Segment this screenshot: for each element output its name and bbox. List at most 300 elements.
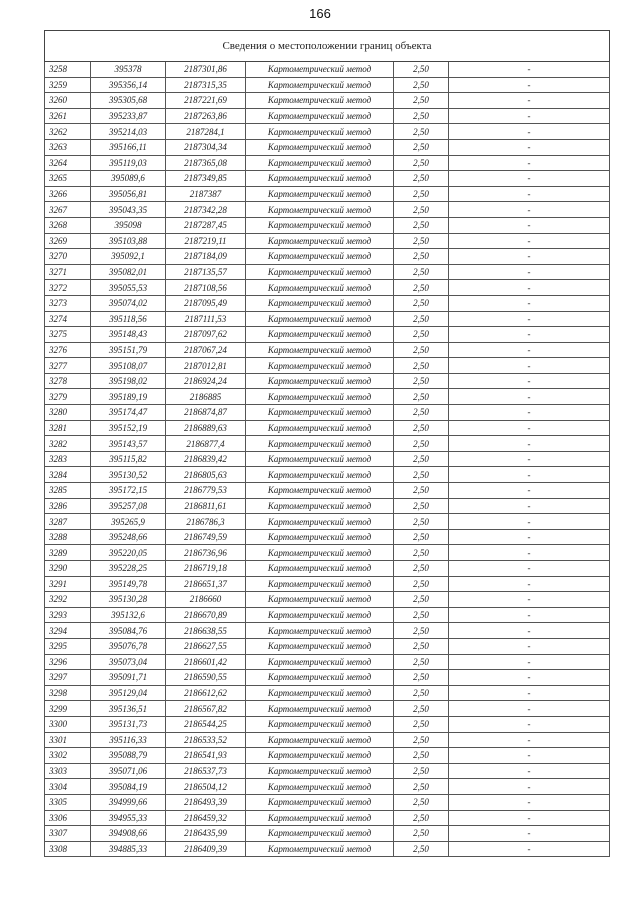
table-row xyxy=(45,498,610,514)
table-caption: Сведения о местоположении границ объекта xyxy=(45,31,610,62)
y-coordinate-cell: 2187387 xyxy=(166,186,246,202)
method-cell: Картометрический метод xyxy=(246,623,394,639)
table-row xyxy=(45,576,610,592)
description-cell: - xyxy=(449,716,610,732)
table-row xyxy=(45,451,610,467)
description-cell: - xyxy=(449,467,610,483)
table-row xyxy=(45,483,610,499)
point-number-cell: 3266 xyxy=(45,186,91,202)
y-coordinate-cell: 2187067,24 xyxy=(166,342,246,358)
description-cell: - xyxy=(449,373,610,389)
x-coordinate-cell: 395071,06 xyxy=(91,763,166,779)
point-number-cell: 3281 xyxy=(45,420,91,436)
y-coordinate-cell: 2187184,09 xyxy=(166,249,246,265)
x-coordinate-cell: 395189,19 xyxy=(91,389,166,405)
table-row xyxy=(45,311,610,327)
method-cell: Картометрический метод xyxy=(246,514,394,530)
accuracy-cell: 2,50 xyxy=(394,139,449,155)
point-number-cell: 3258 xyxy=(45,62,91,78)
point-number-cell: 3289 xyxy=(45,545,91,561)
x-coordinate-cell: 395103,88 xyxy=(91,233,166,249)
accuracy-cell: 2,50 xyxy=(394,295,449,311)
y-coordinate-cell: 2186805,63 xyxy=(166,467,246,483)
point-number-cell: 3296 xyxy=(45,654,91,670)
x-coordinate-cell: 395378 xyxy=(91,62,166,78)
table-row xyxy=(45,108,610,124)
description-cell: - xyxy=(449,93,610,109)
method-cell: Картометрический метод xyxy=(246,716,394,732)
method-cell: Картометрический метод xyxy=(246,483,394,499)
point-number-cell: 3260 xyxy=(45,93,91,109)
description-cell: - xyxy=(449,77,610,93)
method-cell: Картометрический метод xyxy=(246,732,394,748)
description-cell: - xyxy=(449,358,610,374)
x-coordinate-cell: 395130,28 xyxy=(91,592,166,608)
method-cell: Картометрический метод xyxy=(246,794,394,810)
point-number-cell: 3275 xyxy=(45,327,91,343)
y-coordinate-cell: 2187284,1 xyxy=(166,124,246,140)
x-coordinate-cell: 395056,81 xyxy=(91,186,166,202)
table-row xyxy=(45,701,610,717)
table-row xyxy=(45,405,610,421)
description-cell: - xyxy=(449,264,610,280)
point-number-cell: 3285 xyxy=(45,483,91,499)
accuracy-cell: 2,50 xyxy=(394,249,449,265)
y-coordinate-cell: 2186504,12 xyxy=(166,779,246,795)
table-row xyxy=(45,514,610,530)
point-number-cell: 3282 xyxy=(45,436,91,452)
point-number-cell: 3291 xyxy=(45,576,91,592)
x-coordinate-cell: 394999,66 xyxy=(91,794,166,810)
y-coordinate-cell: 2187304,34 xyxy=(166,139,246,155)
accuracy-cell: 2,50 xyxy=(394,545,449,561)
accuracy-cell: 2,50 xyxy=(394,405,449,421)
x-coordinate-cell: 395118,56 xyxy=(91,311,166,327)
x-coordinate-cell: 395265,9 xyxy=(91,514,166,530)
description-cell: - xyxy=(449,155,610,171)
table-row xyxy=(45,716,610,732)
table-row xyxy=(45,529,610,545)
point-number-cell: 3287 xyxy=(45,514,91,530)
point-number-cell: 3276 xyxy=(45,342,91,358)
y-coordinate-cell: 2187349,85 xyxy=(166,171,246,187)
table-row xyxy=(45,670,610,686)
accuracy-cell: 2,50 xyxy=(394,607,449,623)
method-cell: Картометрический метод xyxy=(246,373,394,389)
y-coordinate-cell: 2186651,37 xyxy=(166,576,246,592)
y-coordinate-cell: 2187097,62 xyxy=(166,327,246,343)
y-coordinate-cell: 2186924,24 xyxy=(166,373,246,389)
table-row xyxy=(45,93,610,109)
y-coordinate-cell: 2186874,87 xyxy=(166,405,246,421)
method-cell: Картометрический метод xyxy=(246,420,394,436)
method-cell: Картометрический метод xyxy=(246,233,394,249)
accuracy-cell: 2,50 xyxy=(394,467,449,483)
accuracy-cell: 2,50 xyxy=(394,280,449,296)
method-cell: Картометрический метод xyxy=(246,701,394,717)
accuracy-cell: 2,50 xyxy=(394,327,449,343)
table-row xyxy=(45,171,610,187)
table-row xyxy=(45,342,610,358)
x-coordinate-cell: 395055,53 xyxy=(91,280,166,296)
x-coordinate-cell: 395129,04 xyxy=(91,685,166,701)
description-cell: - xyxy=(449,576,610,592)
method-cell: Картометрический метод xyxy=(246,77,394,93)
accuracy-cell: 2,50 xyxy=(394,342,449,358)
y-coordinate-cell: 2187012,81 xyxy=(166,358,246,374)
point-number-cell: 3279 xyxy=(45,389,91,405)
x-coordinate-cell: 395220,05 xyxy=(91,545,166,561)
point-number-cell: 3307 xyxy=(45,826,91,842)
description-cell: - xyxy=(449,763,610,779)
point-number-cell: 3274 xyxy=(45,311,91,327)
accuracy-cell: 2,50 xyxy=(394,623,449,639)
table-row xyxy=(45,373,610,389)
accuracy-cell: 2,50 xyxy=(394,701,449,717)
y-coordinate-cell: 2186885 xyxy=(166,389,246,405)
description-cell: - xyxy=(449,654,610,670)
point-number-cell: 3267 xyxy=(45,202,91,218)
point-number-cell: 3269 xyxy=(45,233,91,249)
description-cell: - xyxy=(449,171,610,187)
method-cell: Картометрический метод xyxy=(246,342,394,358)
method-cell: Картометрический метод xyxy=(246,826,394,842)
table-row xyxy=(45,779,610,795)
x-coordinate-cell: 395132,6 xyxy=(91,607,166,623)
method-cell: Картометрический метод xyxy=(246,638,394,654)
method-cell: Картометрический метод xyxy=(246,545,394,561)
method-cell: Картометрический метод xyxy=(246,124,394,140)
table-row xyxy=(45,826,610,842)
y-coordinate-cell: 2187095,49 xyxy=(166,295,246,311)
y-coordinate-cell: 2186670,89 xyxy=(166,607,246,623)
y-coordinate-cell: 2186736,96 xyxy=(166,545,246,561)
table-row xyxy=(45,295,610,311)
method-cell: Картометрический метод xyxy=(246,108,394,124)
x-coordinate-cell: 395148,43 xyxy=(91,327,166,343)
description-cell: - xyxy=(449,607,610,623)
table-row xyxy=(45,233,610,249)
description-cell: - xyxy=(449,810,610,826)
accuracy-cell: 2,50 xyxy=(394,264,449,280)
x-coordinate-cell: 395130,52 xyxy=(91,467,166,483)
point-number-cell: 3283 xyxy=(45,451,91,467)
accuracy-cell: 2,50 xyxy=(394,420,449,436)
accuracy-cell: 2,50 xyxy=(394,670,449,686)
method-cell: Картометрический метод xyxy=(246,186,394,202)
method-cell: Картометрический метод xyxy=(246,498,394,514)
y-coordinate-cell: 2186590,55 xyxy=(166,670,246,686)
accuracy-cell: 2,50 xyxy=(394,108,449,124)
point-number-cell: 3293 xyxy=(45,607,91,623)
table-row xyxy=(45,124,610,140)
description-cell: - xyxy=(449,280,610,296)
point-number-cell: 3298 xyxy=(45,685,91,701)
point-number-cell: 3286 xyxy=(45,498,91,514)
table-row xyxy=(45,654,610,670)
accuracy-cell: 2,50 xyxy=(394,685,449,701)
table-row xyxy=(45,155,610,171)
y-coordinate-cell: 2186660 xyxy=(166,592,246,608)
method-cell: Картометрический метод xyxy=(246,529,394,545)
method-cell: Картометрический метод xyxy=(246,171,394,187)
point-number-cell: 3301 xyxy=(45,732,91,748)
point-number-cell: 3280 xyxy=(45,405,91,421)
x-coordinate-cell: 395257,08 xyxy=(91,498,166,514)
description-cell: - xyxy=(449,592,610,608)
x-coordinate-cell: 395074,02 xyxy=(91,295,166,311)
method-cell: Картометрический метод xyxy=(246,389,394,405)
table-row xyxy=(45,561,610,577)
accuracy-cell: 2,50 xyxy=(394,763,449,779)
table-row xyxy=(45,607,610,623)
method-cell: Картометрический метод xyxy=(246,779,394,795)
method-cell: Картометрический метод xyxy=(246,841,394,857)
description-cell: - xyxy=(449,295,610,311)
accuracy-cell: 2,50 xyxy=(394,62,449,78)
accuracy-cell: 2,50 xyxy=(394,561,449,577)
table-row xyxy=(45,794,610,810)
accuracy-cell: 2,50 xyxy=(394,748,449,764)
description-cell: - xyxy=(449,124,610,140)
accuracy-cell: 2,50 xyxy=(394,233,449,249)
x-coordinate-cell: 395098 xyxy=(91,217,166,233)
description-cell: - xyxy=(449,389,610,405)
accuracy-cell: 2,50 xyxy=(394,716,449,732)
y-coordinate-cell: 2186567,82 xyxy=(166,701,246,717)
accuracy-cell: 2,50 xyxy=(394,514,449,530)
x-coordinate-cell: 395356,14 xyxy=(91,77,166,93)
table-row xyxy=(45,748,610,764)
y-coordinate-cell: 2186811,61 xyxy=(166,498,246,514)
x-coordinate-cell: 395136,51 xyxy=(91,701,166,717)
table-caption-row xyxy=(45,31,610,62)
y-coordinate-cell: 2186409,39 xyxy=(166,841,246,857)
point-number-cell: 3300 xyxy=(45,716,91,732)
table-body xyxy=(45,62,610,857)
table-row xyxy=(45,420,610,436)
description-cell: - xyxy=(449,108,610,124)
description-cell: - xyxy=(449,62,610,78)
point-number-cell: 3271 xyxy=(45,264,91,280)
description-cell: - xyxy=(449,841,610,857)
method-cell: Картометрический метод xyxy=(246,810,394,826)
table-row xyxy=(45,186,610,202)
accuracy-cell: 2,50 xyxy=(394,358,449,374)
y-coordinate-cell: 2186541,93 xyxy=(166,748,246,764)
x-coordinate-cell: 395174,47 xyxy=(91,405,166,421)
boundary-table-container xyxy=(44,30,609,857)
x-coordinate-cell: 395088,79 xyxy=(91,748,166,764)
description-cell: - xyxy=(449,732,610,748)
y-coordinate-cell: 2187263,86 xyxy=(166,108,246,124)
table-row xyxy=(45,732,610,748)
table-row xyxy=(45,327,610,343)
description-cell: - xyxy=(449,794,610,810)
table-row xyxy=(45,685,610,701)
x-coordinate-cell: 395172,15 xyxy=(91,483,166,499)
x-coordinate-cell: 394955,33 xyxy=(91,810,166,826)
method-cell: Картометрический метод xyxy=(246,467,394,483)
y-coordinate-cell: 2186601,42 xyxy=(166,654,246,670)
accuracy-cell: 2,50 xyxy=(394,202,449,218)
method-cell: Картометрический метод xyxy=(246,685,394,701)
accuracy-cell: 2,50 xyxy=(394,483,449,499)
accuracy-cell: 2,50 xyxy=(394,794,449,810)
x-coordinate-cell: 395091,71 xyxy=(91,670,166,686)
table-row xyxy=(45,139,610,155)
y-coordinate-cell: 2187135,57 xyxy=(166,264,246,280)
method-cell: Картометрический метод xyxy=(246,748,394,764)
table-row xyxy=(45,638,610,654)
y-coordinate-cell: 2187219,11 xyxy=(166,233,246,249)
description-cell: - xyxy=(449,623,610,639)
method-cell: Картометрический метод xyxy=(246,62,394,78)
description-cell: - xyxy=(449,436,610,452)
table-row xyxy=(45,763,610,779)
point-number-cell: 3303 xyxy=(45,763,91,779)
x-coordinate-cell: 395082,01 xyxy=(91,264,166,280)
point-number-cell: 3295 xyxy=(45,638,91,654)
point-number-cell: 3265 xyxy=(45,171,91,187)
point-number-cell: 3284 xyxy=(45,467,91,483)
description-cell: - xyxy=(449,139,610,155)
method-cell: Картометрический метод xyxy=(246,264,394,280)
y-coordinate-cell: 2186612,62 xyxy=(166,685,246,701)
y-coordinate-cell: 2186459,32 xyxy=(166,810,246,826)
description-cell: - xyxy=(449,514,610,530)
point-number-cell: 3272 xyxy=(45,280,91,296)
x-coordinate-cell: 394885,33 xyxy=(91,841,166,857)
table-row xyxy=(45,77,610,93)
method-cell: Картометрический метод xyxy=(246,405,394,421)
accuracy-cell: 2,50 xyxy=(394,93,449,109)
x-coordinate-cell: 395131,73 xyxy=(91,716,166,732)
method-cell: Картометрический метод xyxy=(246,670,394,686)
x-coordinate-cell: 395233,87 xyxy=(91,108,166,124)
x-coordinate-cell: 395092,1 xyxy=(91,249,166,265)
point-number-cell: 3299 xyxy=(45,701,91,717)
x-coordinate-cell: 395228,25 xyxy=(91,561,166,577)
table-row xyxy=(45,358,610,374)
description-cell: - xyxy=(449,498,610,514)
accuracy-cell: 2,50 xyxy=(394,732,449,748)
y-coordinate-cell: 2186749,59 xyxy=(166,529,246,545)
x-coordinate-cell: 395143,57 xyxy=(91,436,166,452)
x-coordinate-cell: 395198,02 xyxy=(91,373,166,389)
accuracy-cell: 2,50 xyxy=(394,576,449,592)
x-coordinate-cell: 394908,66 xyxy=(91,826,166,842)
page-number: 166 xyxy=(309,6,331,21)
description-cell: - xyxy=(449,779,610,795)
y-coordinate-cell: 2186779,53 xyxy=(166,483,246,499)
y-coordinate-cell: 2187365,08 xyxy=(166,155,246,171)
x-coordinate-cell: 395115,82 xyxy=(91,451,166,467)
point-number-cell: 3261 xyxy=(45,108,91,124)
x-coordinate-cell: 395084,19 xyxy=(91,779,166,795)
accuracy-cell: 2,50 xyxy=(394,529,449,545)
description-cell: - xyxy=(449,638,610,654)
description-cell: - xyxy=(449,670,610,686)
method-cell: Картометрический метод xyxy=(246,280,394,296)
description-cell: - xyxy=(449,701,610,717)
accuracy-cell: 2,50 xyxy=(394,451,449,467)
y-coordinate-cell: 2186839,42 xyxy=(166,451,246,467)
x-coordinate-cell: 395073,04 xyxy=(91,654,166,670)
table-row xyxy=(45,389,610,405)
method-cell: Картометрический метод xyxy=(246,155,394,171)
method-cell: Картометрический метод xyxy=(246,592,394,608)
table-row xyxy=(45,623,610,639)
x-coordinate-cell: 395149,78 xyxy=(91,576,166,592)
x-coordinate-cell: 395151,79 xyxy=(91,342,166,358)
x-coordinate-cell: 395076,78 xyxy=(91,638,166,654)
table-row xyxy=(45,249,610,265)
y-coordinate-cell: 2186544,25 xyxy=(166,716,246,732)
description-cell: - xyxy=(449,186,610,202)
point-number-cell: 3290 xyxy=(45,561,91,577)
point-number-cell: 3304 xyxy=(45,779,91,795)
point-number-cell: 3277 xyxy=(45,358,91,374)
y-coordinate-cell: 2187221,69 xyxy=(166,93,246,109)
x-coordinate-cell: 395119,03 xyxy=(91,155,166,171)
description-cell: - xyxy=(449,561,610,577)
description-cell: - xyxy=(449,826,610,842)
description-cell: - xyxy=(449,451,610,467)
x-coordinate-cell: 395084,76 xyxy=(91,623,166,639)
accuracy-cell: 2,50 xyxy=(394,124,449,140)
method-cell: Картометрический метод xyxy=(246,576,394,592)
method-cell: Картометрический метод xyxy=(246,295,394,311)
description-cell: - xyxy=(449,311,610,327)
point-number-cell: 3262 xyxy=(45,124,91,140)
method-cell: Картометрический метод xyxy=(246,436,394,452)
table-row xyxy=(45,841,610,857)
accuracy-cell: 2,50 xyxy=(394,779,449,795)
description-cell: - xyxy=(449,405,610,421)
point-number-cell: 3273 xyxy=(45,295,91,311)
description-cell: - xyxy=(449,483,610,499)
table-row xyxy=(45,202,610,218)
description-cell: - xyxy=(449,685,610,701)
table-row xyxy=(45,264,610,280)
point-number-cell: 3308 xyxy=(45,841,91,857)
y-coordinate-cell: 2186719,18 xyxy=(166,561,246,577)
description-cell: - xyxy=(449,342,610,358)
method-cell: Картометрический метод xyxy=(246,311,394,327)
accuracy-cell: 2,50 xyxy=(394,373,449,389)
method-cell: Картометрический метод xyxy=(246,93,394,109)
accuracy-cell: 2,50 xyxy=(394,841,449,857)
y-coordinate-cell: 2187108,56 xyxy=(166,280,246,296)
table-row xyxy=(45,545,610,561)
table-row xyxy=(45,467,610,483)
accuracy-cell: 2,50 xyxy=(394,592,449,608)
method-cell: Картометрический метод xyxy=(246,217,394,233)
x-coordinate-cell: 395116,33 xyxy=(91,732,166,748)
x-coordinate-cell: 395248,66 xyxy=(91,529,166,545)
accuracy-cell: 2,50 xyxy=(394,155,449,171)
y-coordinate-cell: 2186638,55 xyxy=(166,623,246,639)
x-coordinate-cell: 395166,11 xyxy=(91,139,166,155)
y-coordinate-cell: 2186877,4 xyxy=(166,436,246,452)
method-cell: Картометрический метод xyxy=(246,202,394,218)
table-row xyxy=(45,62,610,78)
point-number-cell: 3288 xyxy=(45,529,91,545)
x-coordinate-cell: 395305,68 xyxy=(91,93,166,109)
method-cell: Картометрический метод xyxy=(246,763,394,779)
method-cell: Картометрический метод xyxy=(246,327,394,343)
